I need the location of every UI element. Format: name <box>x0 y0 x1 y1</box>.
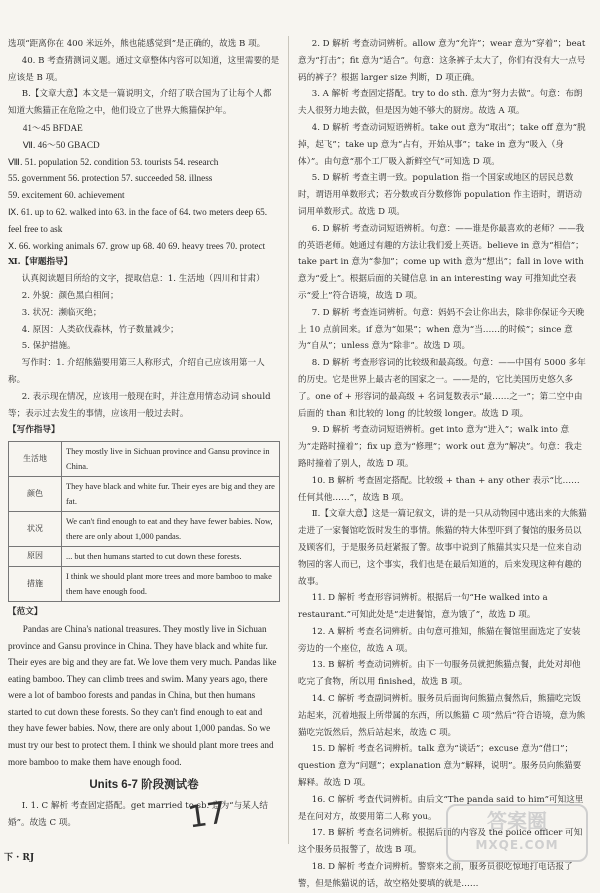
answer-paragraph: 41～45 BFDAE <box>22 122 83 133</box>
guide-paragraphs <box>8 271 280 422</box>
essay-heading: 【范文】 <box>8 607 43 618</box>
plan-row <box>9 442 279 476</box>
plan-row-label: 生活地 <box>9 442 62 476</box>
plan-row <box>9 511 279 546</box>
column-divider <box>288 36 289 844</box>
guide-paragraph: 4. 原因：人类砍伐森林，竹子数量减少； <box>21 324 179 335</box>
answer-explanation: 5. D 解析 考查主谓一致。population 指一个国家或地区的居民总数时，谓语用单数形式；若分数或百分数修饰 population 作主语时，谓语动词用单数形式。故选 D 项。 <box>298 173 582 217</box>
answer-explanation: 18. D 解析 考查介词辨析。警察来之前，服务员很吃惊地打电话报了警，但是熊猫说的话，故空格处要填的就是…… <box>298 862 573 889</box>
answer-explanation: 16. C 解析 考查代词辨析。由后文“The panda said to him”可知这里是在问对方，故要用第二人称 you。 <box>298 794 584 822</box>
answer-explanation: 17. B 解析 考查名词辨析。根据后面的内容及 the police officer 可知这个服务员报警了，故选 B 项。 <box>298 828 583 856</box>
footer-label: 下 · RJ <box>4 853 35 863</box>
guide-heading: Ⅺ.【审题指导】 <box>8 257 73 268</box>
plan-row-label: 颜色 <box>9 477 62 511</box>
guide-paragraph: 2. 表示现在情况，应该用一般现在时，并注意用情态动词 should 等；表示过去发生的事情，应该用一般过去时。 <box>8 391 271 419</box>
plan-row-label: 状况 <box>9 512 62 546</box>
answer-paragraph: 40. B 考查猜测词义题。通过文章整体内容可以知道，这里需要的是应该是 B 项。 <box>8 55 280 83</box>
plan-heading: 【写作指导】 <box>8 425 60 436</box>
answer-paragraph: Ⅸ. 61. up to 62. walked into 63. in the face of 64. two meters deep 65. feel free to ask <box>8 206 267 234</box>
right-column <box>298 36 588 893</box>
guide-paragraph: 2. 外貌：颜色黑白相间； <box>21 290 119 301</box>
guide-paragraph: 认真阅读题目所给的文字，提取信息：1. 生活地（四川和甘肃） <box>21 274 265 285</box>
answer-explanation: 15. D 解析 考查名词辨析。talk 意为“谈话”；excuse 意为“借口”；question 意为“问题”；explanation 意为“解释，说明”。服务员向熊猫要解释。故选 D 项。 <box>298 744 582 789</box>
left-column <box>8 36 280 832</box>
plan-row-text: I think we should plant more trees and more bamboo to make them have enough food. <box>66 572 272 597</box>
unit-first-answer: Ⅰ. 1. C 解析 考查固定搭配。get married to sb. 意为“与某人结婚”。故选 C 项。 <box>8 801 268 829</box>
answer-paragraph: 59. excitement 60. achievement <box>8 190 125 201</box>
writing-plan-table <box>8 441 280 602</box>
answer-explanation: 9. D 解析 考查动词短语辨析。get into 意为“进入”；walk into 意为“走路时撞着”；fix up 意为“修理”；work out 意为“解决”。句意：我走路时撞着了别人，故选 D 项。 <box>298 425 582 469</box>
unit-title: Units 6-7 阶段测试卷 <box>89 779 199 792</box>
answer-explanation: 10. B 解析 考查固定搭配。比较级 + than + any other 表示“比……任何其他……”，故选 B 项。 <box>298 475 580 503</box>
answer-paragraph: Ⅹ. 66. working animals 67. grow up 68. 40 69. heavy trees 70. protect <box>8 240 266 251</box>
handwritten-page-number: 17 <box>185 795 229 836</box>
left-paragraphs <box>8 36 280 254</box>
watermark-logo <box>446 804 588 862</box>
guide-paragraph: 5. 保护措施。 <box>21 341 76 352</box>
answer-explanation: 4. D 解析 考查动词短语辨析。take out 意为“取出”；take off 意为“脱掉，起飞”；take up 意为“占有，开始从事”；take in 意为“吸入（身体）”。由句意“那个工厂吸入新鲜空气”可知选 D 项。 <box>298 122 586 167</box>
plan-row-text: They have black and white fur. Their eyes are big and they are fat. <box>66 482 275 507</box>
right-paragraphs <box>298 36 588 893</box>
answer-explanation: 2. D 解析 考查动词辨析。allow 意为“允许”；wear 意为“穿着”；beat 意为“打击”；fit 意为“适合”。句意：这条裤子太大了，你们有没有大一点号码的裤子？根据 larger size 判断，D 项正确。 <box>298 39 586 83</box>
answer-explanation: 8. D 解析 考查形容词的比较级和最高级。句意：——中国有 5000 多年的历史。它是世界上最古老的国家之一。——是的，它比美国历史悠久多了。one of + 形容词的最高级 + 名词复数表示“最……之一”；第二空中由后面的 than 和比较的 long 的比较级 longer。故选 D 项。 <box>298 358 586 419</box>
plan-row <box>9 476 279 511</box>
answer-explanation: 6. D 解析 考查动词短语辨析。句意：——谁是你最喜欢的老师？——我的英语老师。她通过有趣的方法让我们爱上英语。believe in 意为“相信”；take part in 意为“参加”；come up with 意为“想出”；fall in love with 意为“爱上”。根据后面的关键信息 in an interesting way 可推知此空表示“爱上”符合语境，故选 D 项。 <box>298 223 585 301</box>
plan-row-text: ... but then humans started to cut down these forests. <box>66 552 242 562</box>
answer-paragraph: 55. government 56. protection 57. succeeded 58. illness <box>8 173 213 184</box>
answer-explanation: 13. B 解析 考查动词辨析。由下一句服务员就把熊猫点餐，此处对却他吃完了食物，所以用 finished，故选 B 项。 <box>298 660 581 688</box>
plan-row-text: They mostly live in Sichuan province and Gansu province in China. <box>66 447 270 472</box>
model-essay: Pandas are China's national treasures. They mostly live in Sichuan province and Gansu province in China. They have black and white fur. Their eyes are big and they are fat. We love them very much. Pandas like eating bamboo. They can climb trees and swim. Many years ago, there were a lot of bamboo forests and pandas in China, but then humans started to cut down these forests. So they can't find enough to eat and they have fewer babies. Now, there are only about 1,000 pandas. So we must try our best to protect them. I think we should plant more trees and more bamboo to make them have enough food. <box>8 623 277 767</box>
watermark-url: MXQE.COM <box>475 838 559 852</box>
answer-paragraph: Ⅷ. 51. population 52. condition 53. tourists 54. research <box>8 156 219 167</box>
answer-paragraph: 选项“距离你在 400 米远外，熊也能感觉到”是正确的，故选 B 项。 <box>8 39 266 49</box>
plan-row-label: 措施 <box>9 567 62 601</box>
guide-paragraph: 3. 状况：濒临灭绝； <box>21 307 102 318</box>
plan-row <box>9 566 279 601</box>
plan-row-text: We can't find enough to eat and they have fewer babies. Now, there are only about 1,000 pandas. <box>66 517 273 542</box>
answer-explanation: 11. D 解析 考查形容词辨析。根据后一句“He walked into a restaurant.”可知此处是“走进餐馆，意为饿了”，故选 D 项。 <box>298 593 548 621</box>
plan-row-label: 原因 <box>9 547 62 566</box>
answer-explanation: Ⅱ.【文章大意】这是一篇记叙文，讲的是一只从动物园中逃出来的大熊猫走进了一家餐馆吃饭时发生的事情。熊猫的特大体型吓到了餐馆的服务员以及顾客们，于是服务员赶紧报了警。故事中说到了熊猫其实只是一位来自动物园的客人而已，这个事实，我们也是在最后知道的，后来发现这种有趣的故事。 <box>298 509 587 587</box>
guide-paragraph: 写作时：1. 介绍熊猫要用第三人称形式，介绍自己应该用第一人称。 <box>8 358 265 385</box>
answer-explanation: 3. A 解析 考查固定搭配。try to do sth. 意为“努力去做”。句意：布朗夫人很努力地去做，但是因为她不够大的厨房。故选 A 项。 <box>298 89 583 117</box>
watermark-text: 答案圈 <box>487 809 547 833</box>
answer-paragraph: Ⅶ. 46～50 GBACD <box>22 139 100 150</box>
answer-explanation: 7. D 解析 考查连词辨析。句意：妈妈不会让你出去，除非你保证今天晚上 10 点前回来。if 意为“如果”；when 意为“当……的时候”；since 意为“自从”；unless 意为“除非”。故选 D 项。 <box>298 307 585 352</box>
answer-explanation: 14. C 解析 考查副词辨析。服务员后面询问熊猫点餐然后，熊猫吃完饭站起来，沉着地报上所带属的东西，所以熊猫 C 项“然后”符合语境，意为熊猫吃完饭然后，然后站起来，故选 C 项。 <box>298 694 586 738</box>
answer-explanation: 12. A 解析 考查名词辨析。由句意可推知，熊猫在餐馆里面选定了安装旁边的一个座位，故选 A 项。 <box>298 626 581 654</box>
answer-paragraph: B.【文章大意】本文是一篇说明文，介绍了联合国为了让每个人都知道大熊猫正在危险之中，他们设立了世界大熊猫保护年。 <box>8 89 272 117</box>
plan-row <box>9 546 279 566</box>
